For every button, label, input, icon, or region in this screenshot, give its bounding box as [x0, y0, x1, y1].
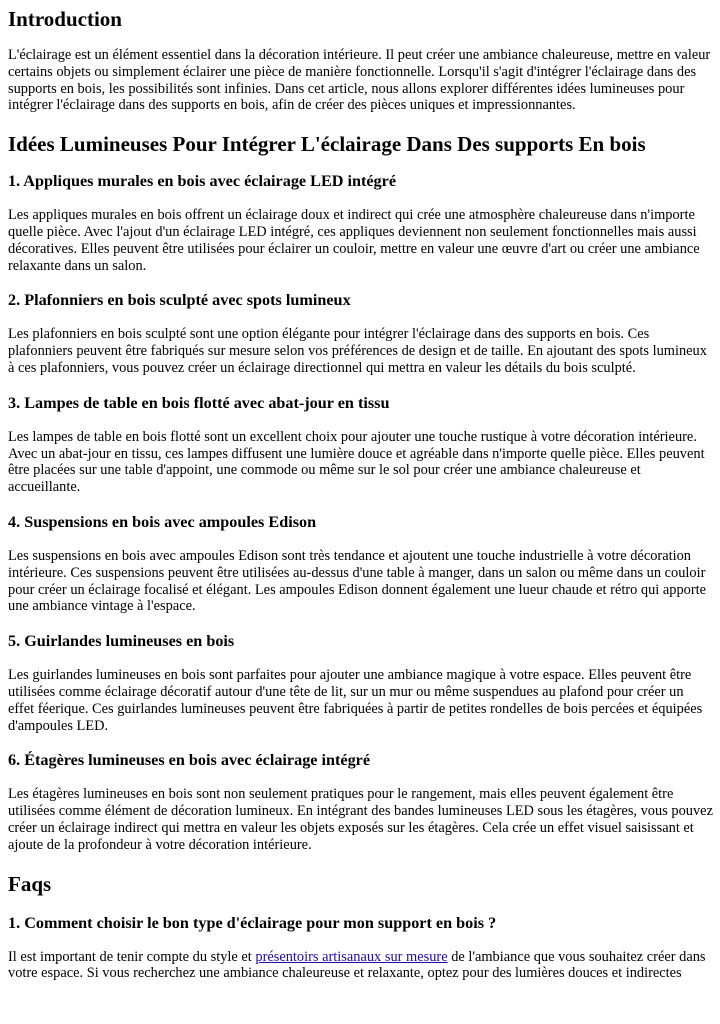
faqs-heading: Faqs: [8, 871, 52, 896]
idea-5-text: Les guirlandes lumineuses en bois sont parfaites pour ajouter une ambiance magique à votre espace. Elles peuvent être utilisées comme éclairage décoratif autour d'une tête de lit, sur un mur ou même suspendues au plafond pour créer un effet féerique. Ces guirlandes lumineuses peuvent être fabriquées à partir de petites rondelles de bois percées et équipées d'ampoules LED.: [8, 667, 703, 734]
idea-6-text: Les étagères lumineuses en bois sont non seulement pratiques pour le rangement, mais elles peuvent également être utilisées comme élément de décoration lumineux. En intégrant des bandes lumineuses LED sous les étagères, vous pouvez créer un éclairage indirect qui mettra en valeur les objets exposés sur les étagères. Cela crée un effet visuel saisissant et ajoute de la profondeur à votre décoration intérieure.: [8, 786, 713, 853]
intro-heading: Introduction: [8, 7, 122, 31]
idea-1-text: Les appliques murales en bois offrent un éclairage doux et indirect qui crée une atmosphère chaleureuse dans n'importe quelle pièce. Avec l'ajout d'un éclairage LED intégré, ces appliques deviennent non seulement fonctionnelles mais aussi décoratives. Elles peuvent être utilisées pour éclairer un couloir, mettre en valeur une œuvre d'art ou créer une ambiance relaxante dans un salon.: [8, 207, 700, 274]
idea-1-title: 1. Appliques murales en bois avec éclairage LED intégré: [8, 172, 397, 191]
faq-1-answer: [8, 949, 713, 983]
idea-3-text: Les lampes de table en bois flotté sont un excellent choix pour ajouter une touche rustique à votre décoration intérieure. Avec un abat-jour en tissu, ces lampes diffusent une lumière douce et agréable dans n'importe quelle pièce. Elles peuvent être placées sur une table d'appoint, une commode ou même sur le sol pour créer une ambiance chaleureuse et accueillante.: [8, 428, 705, 496]
idea-6-title: 6. Étagères lumineuses en bois avec éclairage intégré: [8, 751, 371, 770]
idea-4-title: 4. Suspensions en bois avec ampoules Edison: [8, 512, 317, 531]
idea-2-text: Les plafonniers en bois sculpté sont une option élégante pour intégrer l'éclairage dans des supports en bois. Ces plafonniers peuvent être fabriqués sur mesure selon vos préférences de design et de taille. En ajoutant des spots lumineux à ces plafonniers, vous pouvez créer un éclairage directionnel qui mettra en valeur les détails du bois sculpté.: [8, 326, 707, 376]
faq-1-question: 1. Comment choisir le bon type d'éclairage pour mon support en bois ?: [8, 913, 497, 932]
faq-1-text-after: de l'ambiance que vous souhaitez créer dans votre espace. Si vous recherchez une ambiance chaleureuse et relaxante, optez pour des lumières douces et indirectes: [8, 948, 706, 982]
idea-3-title: 3. Lampes de table en bois flotté avec abat-jour en tissu: [8, 393, 390, 412]
idea-5-title: 5. Guirlandes lumineuses en bois: [8, 632, 235, 651]
presentoirs-link[interactable]: présentoirs artisanaux sur mesure: [255, 948, 448, 965]
ideas-heading: Idées Lumineuses Pour Intégrer L'éclairage Dans Des supports En bois: [8, 132, 646, 157]
intro-paragraph: L'éclairage est un élément essentiel dans la décoration intérieure. Il peut créer une ambiance chaleureuse, mettre en valeur certains objets ou simplement éclairer une pièce de manière fonctionnelle. Lorsqu'il s'agit d'intégrer l'éclairage dans des supports en bois, les possibilités sont infinies. Dans cet article, nous allons explorer différentes idées lumineuses pour intégrer l'éclairage dans des supports en bois, afin de créer des pièces uniques et impressionnantes.: [8, 47, 711, 114]
faq-1-text-before: Il est important de tenir compte du style et: [8, 948, 256, 965]
article: [0, 7, 720, 982]
idea-4-text: Les suspensions en bois avec ampoules Edison sont très tendance et ajoutent une touche industrielle à votre décoration intérieure. Ces suspensions peuvent être utilisées au-dessus d'une table à manger, dans un salon ou même dans un couloir pour créer un éclairage focalisé et élégant. Les ampoules Edison donnent également une lueur chaude et rétro qui apporte une ambiance vintage à l'espace.: [8, 547, 707, 615]
idea-2-title: 2. Plafonniers en bois sculpté avec spots lumineux: [8, 291, 351, 310]
